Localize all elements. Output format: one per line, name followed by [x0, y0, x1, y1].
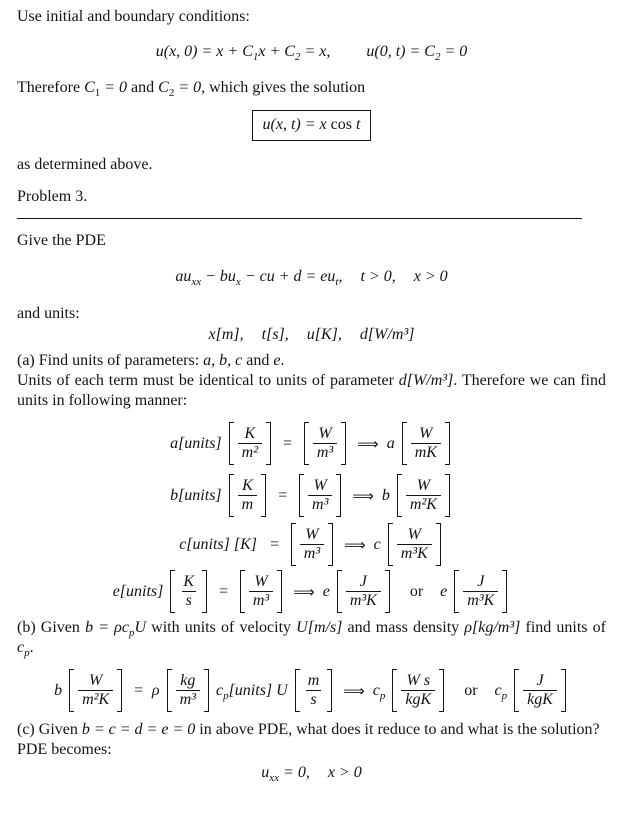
equation-units-b: [17, 474, 606, 517]
math-text: = x,: [300, 43, 331, 60]
problem-heading: Problem 3.: [17, 188, 88, 205]
bracketed-fraction: [229, 422, 271, 465]
left-bracket: [229, 422, 234, 465]
numerator: W: [313, 477, 327, 494]
text: in above PDE, what does it reduce to and what is the solution?: [195, 721, 600, 738]
right-bracket: [436, 523, 441, 566]
math-text: u(x, t) = x: [262, 116, 331, 133]
or-text: or: [464, 681, 478, 699]
equals-sign: =: [268, 535, 280, 553]
text: , which gives the solution: [201, 79, 366, 96]
right-bracket: [117, 669, 122, 712]
math-text: u: [261, 764, 270, 781]
math-text: b = ρc: [85, 619, 129, 636]
math-text: au: [175, 268, 192, 285]
left-bracket: [454, 570, 459, 613]
and-units-line: and units:: [17, 305, 80, 322]
left-bracket: [388, 523, 393, 566]
equals-sign: =: [282, 434, 293, 452]
math-text: e: [440, 582, 448, 600]
math-text: c: [373, 535, 381, 553]
bracketed-fraction: [454, 570, 507, 613]
text: and: [242, 352, 274, 369]
denominator: s: [182, 591, 196, 610]
text: (a) Find units of parameters:: [17, 352, 204, 369]
bracketed-fraction: [69, 669, 122, 712]
part-a-paragraph: [17, 371, 606, 411]
give-pde-line: Give the PDE: [17, 232, 106, 249]
text: . Therefore we can find units in following manner:: [17, 372, 606, 409]
right-bracket: [202, 570, 207, 613]
math-text: C: [84, 79, 95, 96]
left-bracket: [337, 570, 342, 613]
left-bracket: [514, 669, 519, 712]
math-text: b: [54, 681, 63, 699]
math-operator: cos: [330, 116, 352, 133]
subscript: x: [235, 276, 241, 289]
text: find units of: [520, 619, 607, 636]
math-text: U: [134, 619, 146, 636]
math-text: c: [215, 681, 224, 699]
equation-units-a: [17, 422, 606, 465]
left-bracket: [397, 474, 402, 517]
part-a-heading: [17, 351, 606, 371]
numerator: kg: [180, 672, 196, 689]
intro-line: Use initial and boundary conditions:: [17, 8, 250, 25]
equation-units-c: [17, 523, 606, 566]
right-bracket: [439, 669, 444, 712]
boxed-solution: [252, 110, 372, 141]
text: (b) Given: [17, 619, 86, 636]
numerator: K: [242, 477, 253, 494]
right-bracket: [341, 422, 346, 465]
numerator: J: [359, 573, 367, 590]
implies-arrow-icon: ⟹: [343, 681, 365, 700]
math-text: a, b, c: [203, 352, 243, 369]
bracketed-fraction: [337, 570, 390, 613]
math-text: = 0,: [279, 764, 310, 781]
math-text: d[W/m³]: [359, 326, 415, 343]
math-text: b[units]: [170, 486, 222, 504]
text: Units of each term must be identical to units of parameter: [17, 372, 399, 389]
bracketed-fraction: [291, 523, 333, 566]
bracketed-fraction: [514, 669, 566, 712]
bracketed-fraction: [397, 474, 450, 517]
math-text: e: [273, 352, 281, 369]
left-bracket: [240, 570, 245, 613]
subscript: p: [501, 689, 508, 702]
text: .: [29, 639, 34, 656]
math-text: c: [494, 681, 502, 699]
math-text: [units]: [228, 681, 273, 699]
right-bracket: [385, 570, 390, 613]
implies-arrow-icon: ⟹: [357, 434, 379, 453]
horizontal-rule: [17, 218, 582, 219]
left-bracket: [167, 669, 172, 712]
part-c-paragraph: [17, 720, 606, 740]
math-text: = 0: [100, 79, 128, 96]
denominator: m³K: [346, 591, 381, 610]
text: with units of velocity: [146, 619, 297, 636]
numerator: m: [307, 672, 320, 689]
implies-arrow-icon: ⟹: [344, 535, 366, 554]
denominator: kgK: [523, 690, 557, 709]
math-text: x > 0: [327, 764, 362, 781]
bracketed-fraction: [167, 669, 209, 712]
numerator: W: [407, 526, 421, 543]
numerator: W: [416, 477, 431, 494]
left-bracket: [304, 422, 309, 465]
bracketed-fraction: [295, 669, 333, 712]
math-text: x[m],: [208, 326, 244, 343]
math-text: b: [381, 486, 390, 504]
subscript: xx: [191, 276, 202, 289]
numerator: W: [305, 526, 319, 543]
therefore-line: [17, 78, 606, 98]
denominator: m³: [308, 495, 332, 514]
subscript: t: [335, 276, 339, 289]
denominator: m³K: [397, 544, 432, 563]
right-bracket: [328, 523, 333, 566]
text: (c) Given: [17, 721, 82, 738]
math-text: ,: [338, 268, 343, 285]
denominator: m³: [300, 544, 324, 563]
math-text: b = c = d = e = 0: [81, 721, 196, 738]
left-bracket: [402, 422, 407, 465]
numerator: W: [318, 425, 332, 442]
math-text: t: [351, 116, 361, 133]
left-bracket: [295, 669, 300, 712]
equation-units-e: [17, 570, 606, 613]
subscript: p: [128, 627, 135, 640]
left-bracket: [170, 570, 175, 613]
math-text: u(x, 0) = x + C: [155, 43, 253, 60]
left-bracket: [299, 474, 304, 517]
math-text: x > 0: [413, 268, 448, 285]
math-text: c: [372, 681, 380, 699]
subscript: xx: [269, 772, 280, 785]
equation-pde: [17, 267, 606, 287]
subscript: 1: [94, 87, 101, 100]
right-bracket: [204, 669, 209, 712]
denominator: m³: [249, 591, 273, 610]
numerator: W: [254, 573, 268, 590]
math-text: c: [17, 639, 25, 656]
right-bracket: [266, 422, 271, 465]
math-text: ρ[kg/m³]: [464, 619, 521, 636]
math-text: C: [158, 79, 169, 96]
text: and mass density: [342, 619, 465, 636]
math-text: c[units] [K]: [179, 535, 257, 553]
math-text: u[K],: [306, 326, 342, 343]
implies-arrow-icon: ⟹: [352, 486, 374, 505]
math-text: e[units]: [112, 582, 164, 600]
math-text: t[s],: [261, 326, 289, 343]
numerator: J: [536, 672, 544, 689]
right-bracket: [502, 570, 507, 613]
pde-becomes-line: PDE becomes:: [17, 741, 112, 758]
right-bracket: [277, 570, 282, 613]
subscript: p: [24, 647, 30, 660]
math-text: = 0: [174, 79, 202, 96]
bracketed-fraction: [388, 523, 441, 566]
math-text: ρ: [151, 681, 160, 699]
denominator: s: [306, 690, 320, 709]
numerator: K: [244, 425, 256, 442]
numerator: W: [88, 672, 103, 689]
bracketed-fraction: [229, 474, 267, 517]
math-text: U[m/s]: [296, 619, 343, 636]
numerator: J: [477, 573, 485, 590]
numerator: W s: [406, 672, 431, 689]
right-bracket: [336, 474, 341, 517]
bracketed-fraction: [299, 474, 341, 517]
denominator: kgK: [401, 690, 435, 709]
denominator: m³: [176, 690, 200, 709]
right-bracket: [261, 474, 266, 517]
denominator: m: [238, 495, 258, 514]
numerator: W: [419, 425, 433, 442]
math-text: − bu: [201, 268, 236, 285]
math-text: x + C: [258, 43, 295, 60]
text: .: [280, 352, 285, 369]
denominator: m²K: [406, 495, 441, 514]
solution-box-wrapper: [17, 110, 606, 141]
right-bracket: [327, 669, 332, 712]
equation-cp-units: [17, 669, 606, 712]
implies-arrow-icon: ⟹: [293, 582, 315, 601]
math-text: U: [276, 681, 288, 699]
denominator: mK: [411, 443, 441, 462]
determined-line: as determined above.: [17, 156, 153, 173]
bracketed-fraction: [304, 422, 346, 465]
denominator: m²K: [78, 690, 113, 709]
math-text: = 0: [440, 43, 468, 60]
equals-sign: =: [218, 582, 229, 600]
math-text: t > 0,: [360, 268, 396, 285]
text: and: [127, 79, 159, 96]
subscript: p: [379, 689, 386, 702]
bracketed-fraction: [392, 669, 444, 712]
math-group: [373, 681, 386, 701]
math-group: [216, 681, 288, 701]
math-text: d[W/m³]: [398, 372, 454, 389]
equation-final: [17, 763, 606, 783]
math-text: u(0, t) = C: [366, 43, 435, 60]
bracketed-fraction: [402, 422, 450, 465]
subscript: 2: [294, 51, 301, 64]
text: Therefore: [17, 79, 85, 96]
subscript: 2: [168, 87, 175, 100]
left-bracket: [69, 669, 74, 712]
right-bracket: [445, 474, 450, 517]
math-text: a[units]: [170, 434, 222, 452]
math-text: e: [322, 582, 330, 600]
subscript: 1: [252, 51, 259, 64]
subscript: 2: [434, 51, 441, 64]
left-bracket: [229, 474, 234, 517]
equals-sign: =: [133, 681, 144, 699]
or-text: or: [409, 582, 424, 600]
part-b-paragraph: [17, 618, 606, 658]
denominator: m³K: [463, 591, 498, 610]
equals-sign: =: [277, 486, 289, 504]
math-text: − cu + d = eu: [240, 268, 336, 285]
right-bracket: [561, 669, 566, 712]
subscript: p: [223, 689, 229, 702]
right-bracket: [445, 422, 450, 465]
bracketed-fraction: [170, 570, 207, 613]
denominator: m³: [313, 443, 337, 462]
equation-initial-conditions: [17, 42, 606, 62]
numerator: K: [183, 573, 195, 590]
denominator: m²: [238, 443, 262, 462]
math-text: a: [386, 434, 395, 452]
left-bracket: [392, 669, 397, 712]
bracketed-fraction: [240, 570, 282, 613]
left-bracket: [291, 523, 296, 566]
math-group: [495, 681, 508, 701]
equation-units-list: [17, 325, 606, 345]
